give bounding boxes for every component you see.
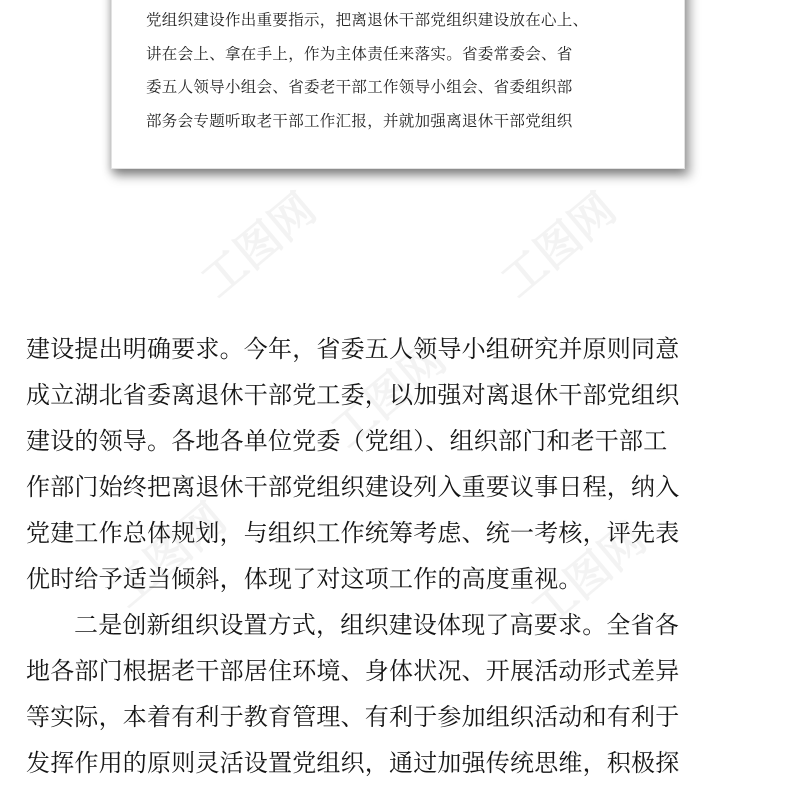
watermark-5: 工图网 — [521, 513, 656, 638]
body-line: 成立湖北省委离退休干部党工委，以加强对离退休干部党组织 — [26, 381, 680, 409]
card-line: 讲在会上、拿在手上，作为主体责任来落实。省委常委会、省 — [146, 44, 573, 63]
body-line: 作部门始终把离退休干部党组织建设列入重要议事日程，纳入 — [26, 473, 680, 501]
card-line: 委五人领导小组会、省委老干部工作领导小组会、省委组织部 — [146, 78, 573, 97]
card-line: 部务会专题听取老干部工作汇报，并就加强离退休干部党组织 — [146, 111, 573, 130]
body-line: 等实际，本着有利于教育管理、有利于参加组织活动和有利于 — [26, 703, 680, 731]
body-line: 建设的领导。各地各单位党委（党组）、组织部门和老干部工 — [26, 427, 668, 455]
card-line: 党组织建设作出重要指示，把离退休干部党组织建设放在心上、 — [146, 11, 589, 29]
body-line: 优时给予适当倾斜，体现了对这项工作的高度重视。 — [26, 565, 583, 593]
watermark-1: 工图网 — [191, 183, 326, 308]
body-line: 建设提出明确要求。今年，省委五人领导小组研究并原则同意 — [26, 335, 680, 363]
watermark-3: 工图网 — [321, 333, 456, 458]
body-text — [26, 326, 776, 786]
body-line: 党建工作总体规划，与组织工作统筹考虑、统一考核，评先表 — [26, 519, 680, 547]
watermark-2: 工图网 — [491, 183, 626, 308]
watermark-4: 工图网 — [101, 493, 236, 618]
paragraph-start-line: 二是创新组织设置方式，组织建设体现了高要求。全省各 — [74, 611, 679, 639]
body-line: 地各部门根据老干部居住环境、身体状况、开展活动形式差异 — [26, 657, 680, 685]
body-line: 发挥作用的原则灵活设置党组织，通过加强传统思维，积极探 — [26, 749, 680, 777]
quote-card — [112, 0, 684, 168]
